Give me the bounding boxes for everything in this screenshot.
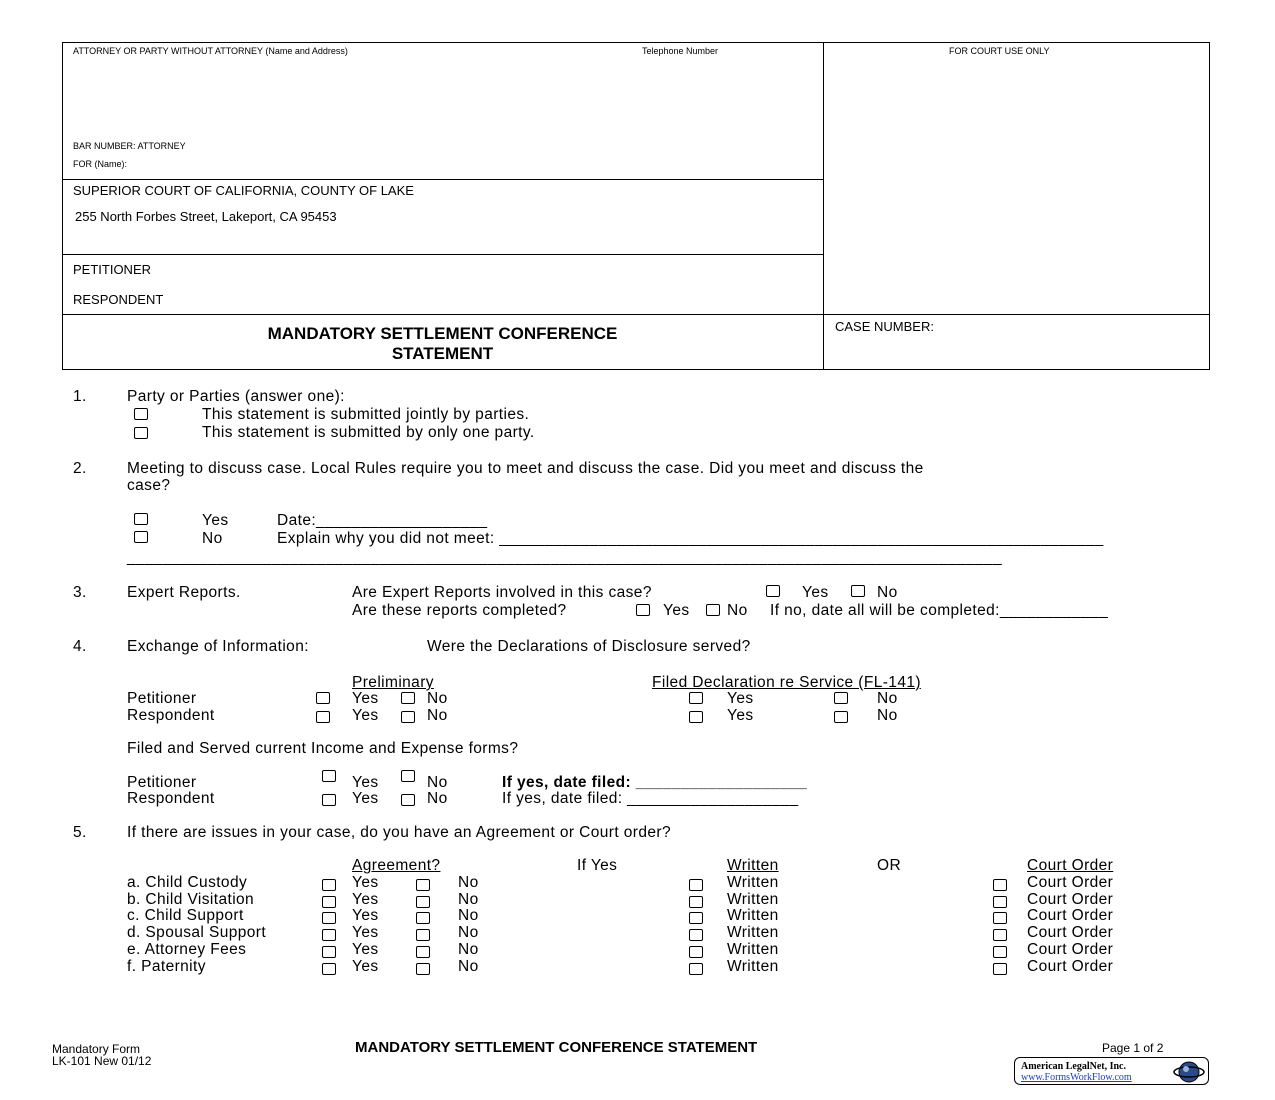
child-custody-agreement-yes-checkbox[interactable] bbox=[322, 879, 336, 891]
resp-income-yes-checkbox[interactable] bbox=[322, 794, 336, 806]
caption-divider-vertical bbox=[823, 42, 824, 370]
expert-involved-no-label: No bbox=[877, 584, 898, 601]
child-visitation-agreement-no-label: No bbox=[458, 891, 479, 908]
petitioner-label: PETITIONER bbox=[73, 262, 152, 277]
reports-completed-no-checkbox[interactable] bbox=[706, 604, 720, 616]
pet-income-yes-label: Yes bbox=[352, 774, 379, 791]
logo-company-name: American LegalNet, Inc. bbox=[1021, 1061, 1126, 1072]
expert-involved-yes-checkbox[interactable] bbox=[766, 585, 780, 597]
caption-divider-1 bbox=[62, 179, 823, 180]
issue-label-child-custody: a. Child Custody bbox=[127, 874, 248, 891]
form-title-line1: MANDATORY SETTLEMENT CONFERENCE bbox=[267, 324, 618, 343]
resp-fl141-yes-checkbox[interactable] bbox=[689, 711, 703, 723]
spousal-support-agreement-no-label: No bbox=[458, 924, 479, 941]
attorney-fees-court-order-label: Court Order bbox=[1027, 941, 1114, 958]
meeting-date-field[interactable]: Date:___________________ bbox=[277, 512, 488, 529]
section-5-question: If there are issues in your case, do you have an Agreement or Court order? bbox=[127, 824, 671, 841]
child-custody-written-checkbox[interactable] bbox=[689, 879, 703, 891]
resp-fl141-yes-label: Yes bbox=[727, 707, 754, 724]
spousal-support-written-checkbox[interactable] bbox=[689, 929, 703, 941]
child-support-agreement-yes-label: Yes bbox=[352, 907, 379, 924]
child-support-agreement-no-label: No bbox=[458, 907, 479, 924]
pet-income-date-field[interactable]: If yes, date filed: ___________________ bbox=[502, 774, 808, 791]
child-visitation-agreement-yes-checkbox[interactable] bbox=[322, 896, 336, 908]
section-2-question-line2: case? bbox=[127, 477, 171, 494]
explain-field-continued[interactable]: _________________________________________________________________________________________________ bbox=[127, 549, 1002, 566]
pet-prelim-no-checkbox[interactable] bbox=[401, 692, 415, 704]
pet-prelim-no-label: No bbox=[427, 690, 448, 707]
section-1-question: Party or Parties (answer one): bbox=[127, 388, 345, 405]
resp-fl141-no-checkbox[interactable] bbox=[834, 711, 848, 723]
pet-fl141-no-checkbox[interactable] bbox=[834, 692, 848, 704]
issue-label-spousal-support: d. Spousal Support bbox=[127, 924, 267, 941]
caption-divider-2 bbox=[62, 254, 823, 255]
met-yes-checkbox[interactable] bbox=[134, 513, 148, 525]
child-support-court-order-label: Court Order bbox=[1027, 907, 1114, 924]
one-party-label: This statement is submitted by only one party. bbox=[202, 424, 535, 441]
section-3-number: 3. bbox=[73, 584, 87, 601]
paternity-written-label: Written bbox=[727, 958, 779, 975]
paternity-court-order-checkbox[interactable] bbox=[993, 963, 1007, 975]
disclosure-petitioner-label: Petitioner bbox=[127, 690, 197, 707]
resp-prelim-no-checkbox[interactable] bbox=[401, 711, 415, 723]
spousal-support-written-label: Written bbox=[727, 924, 779, 941]
filed-declaration-header: Filed Declaration re Service (FL-141) bbox=[652, 674, 921, 691]
resp-income-yes-label: Yes bbox=[352, 790, 379, 807]
caption-box bbox=[62, 42, 1210, 370]
child-visitation-court-order-label: Court Order bbox=[1027, 891, 1114, 908]
paternity-written-checkbox[interactable] bbox=[689, 963, 703, 975]
attorney-fees-agreement-yes-label: Yes bbox=[352, 941, 379, 958]
section-2-number: 2. bbox=[73, 460, 87, 477]
pet-fl141-no-label: No bbox=[877, 690, 898, 707]
pet-prelim-yes-label: Yes bbox=[352, 690, 379, 707]
paternity-court-order-label: Court Order bbox=[1027, 958, 1114, 975]
child-custody-court-order-label: Court Order bbox=[1027, 874, 1114, 891]
met-yes-label: Yes bbox=[202, 512, 229, 529]
child-visitation-court-order-checkbox[interactable] bbox=[993, 896, 1007, 908]
child-visitation-agreement-no-checkbox[interactable] bbox=[416, 896, 430, 908]
child-visitation-agreement-yes-label: Yes bbox=[352, 891, 379, 908]
attorney-fees-written-checkbox[interactable] bbox=[689, 946, 703, 958]
child-visitation-written-checkbox[interactable] bbox=[689, 896, 703, 908]
child-support-written-label: Written bbox=[727, 907, 779, 924]
for-name-label: FOR (Name): bbox=[73, 159, 127, 169]
child-support-written-checkbox[interactable] bbox=[689, 912, 703, 924]
mandatory-form-label: Mandatory Form bbox=[52, 1042, 141, 1056]
resp-prelim-no-label: No bbox=[427, 707, 448, 724]
attorney-fees-agreement-yes-checkbox[interactable] bbox=[322, 946, 336, 958]
child-support-court-order-checkbox[interactable] bbox=[993, 912, 1007, 924]
logo-url-link[interactable]: www.FormsWorkFlow.com bbox=[1021, 1072, 1132, 1083]
child-custody-agreement-no-label: No bbox=[458, 874, 479, 891]
spousal-support-court-order-checkbox[interactable] bbox=[993, 929, 1007, 941]
resp-fl141-no-label: No bbox=[877, 707, 898, 724]
spousal-support-agreement-yes-checkbox[interactable] bbox=[322, 929, 336, 941]
income-expense-question: Filed and Served current Income and Expense forms? bbox=[127, 740, 519, 757]
case-number-label: CASE NUMBER: bbox=[835, 319, 934, 334]
court-order-header: Court Order bbox=[1027, 857, 1114, 874]
reports-completed-question: Are these reports completed? bbox=[352, 602, 567, 619]
reports-completed-yes-label: Yes bbox=[663, 602, 690, 619]
bar-number-label: BAR NUMBER: ATTORNEY bbox=[73, 141, 186, 151]
resp-income-no-checkbox[interactable] bbox=[401, 794, 415, 806]
globe-icon bbox=[1172, 1060, 1206, 1084]
pet-income-yes-checkbox[interactable] bbox=[322, 770, 336, 782]
child-support-agreement-yes-checkbox[interactable] bbox=[322, 912, 336, 924]
section-1-number: 1. bbox=[73, 388, 87, 405]
income-petitioner-label: Petitioner bbox=[127, 774, 197, 791]
reports-completed-no-label: No bbox=[727, 602, 748, 619]
child-custody-agreement-yes-label: Yes bbox=[352, 874, 379, 891]
page-number: Page 1 of 2 bbox=[1102, 1041, 1164, 1055]
issue-label-attorney-fees: e. Attorney Fees bbox=[127, 941, 247, 958]
section-4-number: 4. bbox=[73, 638, 87, 655]
respondent-label: RESPONDENT bbox=[73, 292, 164, 307]
paternity-agreement-yes-checkbox[interactable] bbox=[322, 963, 336, 975]
pet-fl141-yes-checkbox[interactable] bbox=[689, 692, 703, 704]
met-no-label: No bbox=[202, 530, 223, 547]
attorney-fees-agreement-no-checkbox[interactable] bbox=[416, 946, 430, 958]
pet-income-no-checkbox[interactable] bbox=[401, 770, 415, 782]
form-number: LK-101 New 01/12 bbox=[52, 1054, 152, 1068]
section-5-number: 5. bbox=[73, 824, 87, 841]
agreement-header: Agreement? bbox=[352, 857, 441, 874]
spousal-support-court-order-label: Court Order bbox=[1027, 924, 1114, 941]
pet-fl141-yes-label: Yes bbox=[727, 690, 754, 707]
issue-label-child-visitation: b. Child Visitation bbox=[127, 891, 255, 908]
caption-divider-3 bbox=[62, 314, 1210, 315]
child-custody-court-order-checkbox[interactable] bbox=[993, 879, 1007, 891]
child-support-agreement-no-checkbox[interactable] bbox=[416, 912, 430, 924]
disclosure-question: Were the Declarations of Disclosure served? bbox=[427, 638, 751, 655]
written-header: Written bbox=[727, 857, 779, 874]
paternity-agreement-no-label: No bbox=[458, 958, 479, 975]
child-custody-agreement-no-checkbox[interactable] bbox=[416, 879, 430, 891]
attorney-fees-agreement-no-label: No bbox=[458, 941, 479, 958]
paternity-agreement-no-checkbox[interactable] bbox=[416, 963, 430, 975]
expert-involved-question: Are Expert Reports involved in this case? bbox=[352, 584, 652, 601]
footer-title: MANDATORY SETTLEMENT CONFERENCE STATEMENT bbox=[355, 1039, 758, 1056]
completion-date-field[interactable]: If no, date all will be completed:____________ bbox=[770, 602, 1109, 619]
expert-involved-yes-label: Yes bbox=[802, 584, 829, 601]
court-use-label: FOR COURT USE ONLY bbox=[949, 46, 1050, 56]
preliminary-header: Preliminary bbox=[352, 674, 434, 691]
telephone-label: Telephone Number bbox=[642, 46, 719, 56]
spousal-support-agreement-yes-label: Yes bbox=[352, 924, 379, 941]
form-title-line2: STATEMENT bbox=[391, 344, 494, 363]
spousal-support-agreement-no-checkbox[interactable] bbox=[416, 929, 430, 941]
jointly-label: This statement is submitted jointly by parties. bbox=[202, 406, 530, 423]
resp-income-date-field[interactable]: If yes, date filed: ___________________ bbox=[502, 790, 799, 807]
reports-completed-yes-checkbox[interactable] bbox=[636, 604, 650, 616]
court-name: SUPERIOR COURT OF CALIFORNIA, COUNTY OF LAKE bbox=[73, 183, 414, 198]
resp-prelim-yes-checkbox[interactable] bbox=[316, 711, 330, 723]
if-yes-header: If Yes bbox=[577, 857, 618, 874]
paternity-agreement-yes-label: Yes bbox=[352, 958, 379, 975]
issue-label-paternity: f. Paternity bbox=[127, 958, 206, 975]
attorney-label: ATTORNEY OR PARTY WITHOUT ATTORNEY (Name and Address) bbox=[73, 46, 348, 56]
disclosure-respondent-label: Respondent bbox=[127, 707, 215, 724]
jointly-checkbox[interactable] bbox=[134, 408, 148, 420]
resp-prelim-yes-label: Yes bbox=[352, 707, 379, 724]
section-2-question-line1: Meeting to discuss case. Local Rules require you to meet and discuss the case. Did you meet and discuss the bbox=[127, 460, 924, 477]
attorney-fees-written-label: Written bbox=[727, 941, 779, 958]
met-no-checkbox[interactable] bbox=[134, 531, 148, 543]
resp-income-no-label: No bbox=[427, 790, 448, 807]
explain-field[interactable]: Explain why you did not meet: ___________________________________________________________________ bbox=[277, 530, 1104, 547]
exchange-info-label: Exchange of Information: bbox=[127, 638, 309, 655]
or-header: OR bbox=[877, 857, 902, 874]
expert-reports-label: Expert Reports. bbox=[127, 584, 241, 601]
child-custody-written-label: Written bbox=[727, 874, 779, 891]
court-address: 255 North Forbes Street, Lakeport, CA 95453 bbox=[75, 209, 337, 224]
child-visitation-written-label: Written bbox=[727, 891, 779, 908]
income-respondent-label: Respondent bbox=[127, 790, 215, 807]
pet-prelim-yes-checkbox[interactable] bbox=[316, 692, 330, 704]
pet-income-no-label: No bbox=[427, 774, 448, 791]
american-legalnet-logo bbox=[1014, 1057, 1209, 1085]
expert-involved-no-checkbox[interactable] bbox=[851, 585, 865, 597]
attorney-fees-court-order-checkbox[interactable] bbox=[993, 946, 1007, 958]
issue-label-child-support: c. Child Support bbox=[127, 907, 244, 924]
one-party-checkbox[interactable] bbox=[134, 427, 148, 439]
